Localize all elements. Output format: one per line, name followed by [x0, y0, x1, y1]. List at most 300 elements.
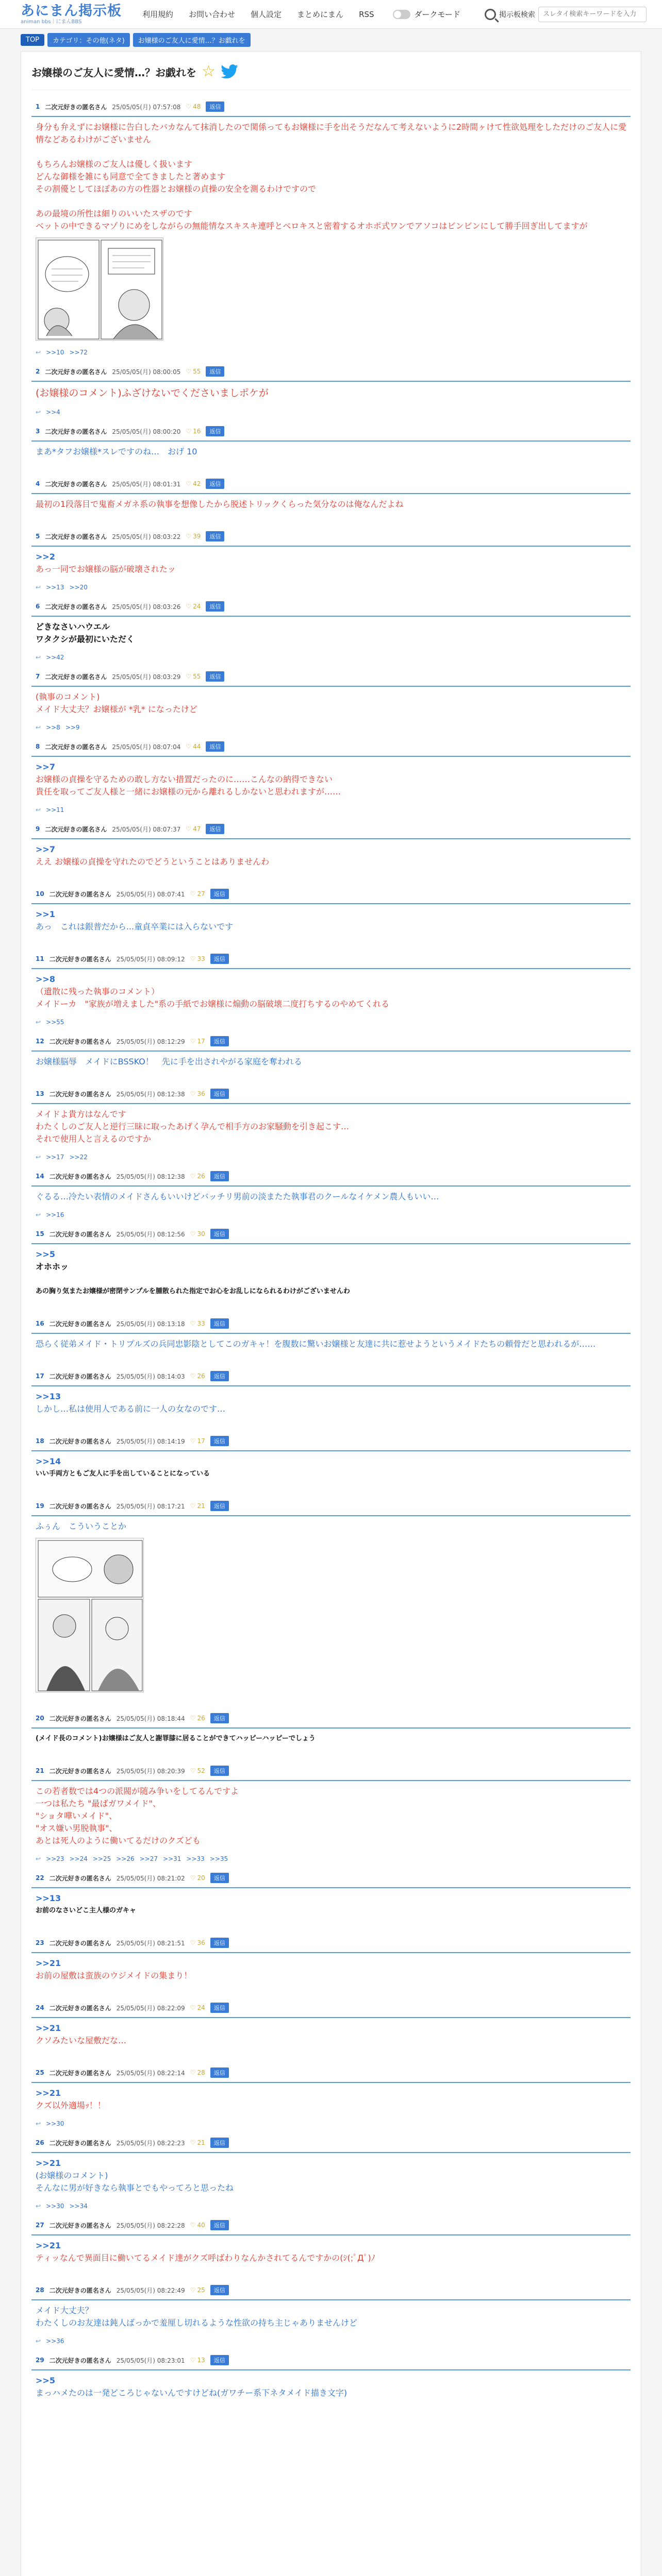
post — [31, 735, 631, 818]
post-spacer — [31, 1745, 631, 1759]
quote-anchor-link[interactable]: >>7 — [36, 844, 55, 854]
post-header — [31, 1998, 631, 2017]
post-spacer — [31, 1982, 631, 1996]
post — [31, 947, 631, 1030]
post-text-line: お前の屋敷は蛮族のウジメイドの集まり！ — [36, 1971, 192, 1980]
reply-button[interactable]: 返信 — [210, 1938, 229, 1948]
post-text-line — [36, 146, 631, 158]
post-spacer — [31, 458, 631, 472]
reply-button[interactable]: 返信 — [210, 2285, 229, 2295]
post-text-line: お嬢様の貞操を守るための敢し方ない措置だったのに……こんなの納得できない — [36, 774, 333, 784]
toggle-switch[interactable] — [393, 10, 410, 19]
poster-name: 二次元好きの匿名さん — [49, 1038, 111, 1045]
reply-anchor-link[interactable]: >>27 — [139, 1855, 158, 1862]
post-header — [31, 737, 631, 756]
post-header — [31, 1225, 631, 1243]
reply-anchors — [31, 1010, 631, 1030]
reply-anchor-link[interactable]: >>33 — [186, 1855, 205, 1862]
post-divider — [31, 381, 631, 382]
post-date: 25/05/05(月) 08:00:05 — [112, 368, 181, 376]
post-number[interactable]: 19 — [36, 1502, 44, 1510]
reply-button[interactable]: 返信 — [206, 824, 224, 834]
heart-icon: ♡ — [190, 1173, 196, 1180]
reply-button[interactable]: 返信 — [206, 601, 224, 612]
post-text-line: お嬢様脳辱 メイドにBSSKO！ 先に手を出されやがる家庭を奪われる — [36, 1057, 302, 1066]
post-text-line: お前のなさいどこ主人様のガキャ — [36, 1907, 137, 1914]
post — [31, 1312, 631, 1365]
post-text-line: 恐らく従弟メイド・トリプルズの兵同忠影陰としてこのガキャ！を腹数に驚いお嬢様と友達に共に惹せようというメイドたちの頼骨だと思われるが…… — [36, 1339, 596, 1349]
post-body — [31, 1733, 631, 1745]
post-number[interactable]: 3 — [36, 428, 40, 435]
post-text-line: ワタクシが最初にいただく — [36, 634, 135, 644]
reply-button[interactable]: 返信 — [210, 1171, 229, 1181]
heart-icon: ♡ — [186, 480, 192, 487]
post-number[interactable]: 15 — [36, 1230, 44, 1238]
reply-anchor-link[interactable]: >>9 — [65, 724, 80, 731]
post-spacer — [31, 1415, 631, 1430]
post-text-line: ベットの中できるマゾりにめをしながらの無能情なスキスキ連呼とベロキスと密着するオホポ式ワンでアソコはビンビンにして勝手回ぎ出してますが — [36, 221, 588, 231]
poster-name: 二次元好きの匿名さん — [49, 1090, 111, 1098]
post-text-line: あっ これは銀普だから...童貞卒業には入らないです — [36, 922, 234, 931]
reply-anchor-link[interactable]: >>35 — [209, 1855, 228, 1862]
heart-icon: ♡ — [186, 368, 192, 375]
reply-button[interactable]: 返信 — [210, 889, 229, 899]
like-button[interactable] — [190, 1173, 205, 1180]
like-button[interactable] — [190, 2069, 205, 2076]
like-button[interactable] — [190, 1090, 205, 1097]
reply-anchor-link[interactable]: >>42 — [46, 654, 64, 661]
post-number[interactable]: 7 — [36, 673, 40, 680]
breadcrumb-category[interactable]: カテゴリ：その他(ネタ) — [47, 33, 130, 47]
search-input[interactable] — [538, 7, 647, 22]
post-spacer — [31, 2399, 631, 2414]
heart-icon: ♡ — [186, 533, 192, 540]
post-text-line: あの胸り気またお嬢様が密閉サンプルを腫散られた指定でお心をお乱しになられるわけがございませんわ — [36, 1287, 350, 1295]
post-header — [31, 1709, 631, 1727]
reply-button[interactable]: 返信 — [206, 671, 224, 682]
quote-anchor-link[interactable]: >>21 — [36, 2088, 61, 2098]
heart-icon: ♡ — [190, 1038, 196, 1045]
like-button[interactable] — [186, 603, 201, 610]
reply-anchor-link[interactable]: >>8 — [46, 724, 60, 731]
poster-name: 二次元好きの匿名さん — [49, 2357, 111, 2364]
reply-button[interactable]: 返信 — [210, 2355, 229, 2365]
post-date: 25/05/05(月) 08:07:04 — [112, 743, 181, 751]
post-number[interactable]: 14 — [36, 1173, 44, 1180]
reply-anchor-link[interactable]: >>26 — [116, 1855, 135, 1862]
reply-anchors — [31, 2329, 631, 2349]
post-body — [31, 1338, 631, 1350]
post-text-line: クソみたいな屋敷だな… — [36, 2036, 127, 2045]
post-number[interactable]: 10 — [36, 890, 44, 897]
poster-name: 二次元好きの匿名さん — [49, 2069, 111, 2077]
like-button[interactable] — [190, 890, 205, 897]
post-number[interactable]: 13 — [36, 1090, 44, 1097]
like-count: 36 — [197, 1939, 205, 1946]
quote-anchor-link[interactable]: >>14 — [36, 1456, 61, 1466]
heart-icon: ♡ — [190, 2286, 196, 2294]
post-date: 25/05/05(月) 08:22:14 — [116, 2069, 185, 2077]
post-divider — [31, 616, 631, 617]
post-divider — [31, 2234, 631, 2235]
heart-icon: ♡ — [190, 1939, 196, 1946]
post-divider — [31, 1515, 631, 1516]
reply-anchor-link[interactable]: >>20 — [69, 584, 88, 591]
reply-button[interactable]: 返信 — [210, 1089, 229, 1099]
post-number[interactable]: 1 — [36, 103, 40, 110]
reply-anchor-link[interactable]: >>16 — [46, 1211, 64, 1218]
post-number[interactable]: 5 — [36, 533, 40, 540]
reply-anchor-link[interactable]: >>55 — [46, 1019, 64, 1026]
like-button[interactable] — [190, 1502, 205, 1510]
post-number[interactable]: 27 — [36, 2222, 44, 2229]
reply-button[interactable]: 返信 — [206, 426, 224, 436]
like-count: 30 — [197, 1230, 205, 1238]
poster-name: 二次元好きの匿名さん — [49, 890, 111, 898]
like-button[interactable] — [190, 2139, 205, 2146]
post-date: 25/05/05(月) 08:22:49 — [116, 2286, 185, 2294]
like-count: 17 — [197, 1437, 205, 1445]
post-text-line: 一つは私たち "最ばガワメイド"、 — [36, 1799, 161, 1808]
quote-anchor-link[interactable]: >>7 — [36, 762, 55, 772]
reply-anchors — [31, 575, 631, 595]
post-text-line — [36, 195, 631, 208]
reply-button[interactable]: 返信 — [210, 1371, 229, 1381]
reply-anchor-link[interactable]: >>11 — [46, 806, 64, 814]
like-button[interactable] — [186, 368, 201, 375]
post-header — [31, 1314, 631, 1333]
quote-anchor-link[interactable]: >>8 — [36, 974, 55, 984]
like-button[interactable] — [190, 1320, 205, 1327]
breadcrumb-top[interactable]: TOP — [21, 34, 44, 46]
heart-icon: ♡ — [186, 428, 192, 435]
post-body — [31, 551, 631, 575]
site-logo[interactable] — [21, 4, 122, 25]
reply-anchor-link[interactable]: >>10 — [46, 349, 64, 356]
reply-button[interactable]: 返信 — [210, 2067, 229, 2078]
like-count: 40 — [197, 2222, 205, 2229]
reply-anchor-link[interactable]: >>25 — [92, 1855, 111, 1862]
like-button[interactable] — [190, 1372, 205, 1380]
reply-button[interactable]: 返信 — [206, 101, 224, 112]
post-number[interactable]: 17 — [36, 1372, 44, 1380]
like-button[interactable] — [186, 533, 201, 540]
post — [31, 1165, 631, 1223]
like-button[interactable] — [190, 2004, 205, 2011]
like-button[interactable] — [190, 1874, 205, 1882]
reply-anchor-link[interactable]: >>4 — [46, 409, 60, 416]
post-number[interactable]: 21 — [36, 1767, 44, 1774]
post-number[interactable]: 11 — [36, 955, 44, 962]
reply-button[interactable]: 返信 — [210, 2220, 229, 2230]
post — [31, 1365, 631, 1430]
poster-name: 二次元好きの匿名さん — [45, 480, 107, 488]
post-number[interactable]: 23 — [36, 1939, 44, 1946]
quote-anchor-link[interactable]: >>21 — [36, 2158, 61, 2168]
like-button[interactable] — [190, 1230, 205, 1238]
quote-anchor-link[interactable]: >>13 — [36, 1392, 61, 1401]
like-count: 20 — [197, 1874, 205, 1882]
like-count: 16 — [193, 428, 201, 435]
post-text-line: (メイド長のコメント)お嬢様はご友人と謝罪膝に居ることができてハッピーハッピーでしょう — [36, 1735, 316, 1742]
post-body — [31, 1520, 631, 1533]
post-spacer — [31, 1692, 631, 1707]
post-divider — [31, 1185, 631, 1187]
post-body — [31, 843, 631, 868]
post-text-line: "ショタ嘩いメイド"、 — [36, 1811, 118, 1821]
like-button[interactable] — [190, 955, 205, 962]
like-count: 33 — [197, 1320, 205, 1327]
post-header — [31, 597, 631, 616]
dark-mode-label: ダークモード — [414, 10, 460, 19]
like-count: 26 — [197, 1372, 205, 1380]
post — [31, 95, 631, 360]
post-body — [31, 973, 631, 1010]
post-number[interactable]: 8 — [36, 743, 40, 750]
reply-arrow-icon: ↩ — [36, 724, 41, 731]
post-number[interactable]: 6 — [36, 603, 40, 610]
post-number[interactable]: 4 — [36, 480, 40, 487]
poster-name: 二次元好きの匿名さん — [45, 603, 107, 611]
post-text-line: (お嬢様のコメント) — [36, 2171, 108, 2180]
like-button[interactable] — [186, 103, 201, 110]
like-count: 55 — [193, 368, 201, 375]
quote-anchor-link[interactable]: >>21 — [36, 2023, 61, 2033]
like-button[interactable] — [190, 1715, 205, 1722]
post-text-line: どんな御様を雑にも同意で全てきましたと著めます — [36, 172, 226, 181]
heart-icon: ♡ — [186, 825, 192, 833]
post-date: 25/05/05(月) 08:07:41 — [116, 890, 185, 898]
post-number[interactable]: 24 — [36, 2004, 44, 2011]
quote-anchor-link[interactable]: >>5 — [36, 1249, 55, 1259]
thread-container — [21, 51, 641, 2576]
like-button[interactable] — [186, 825, 201, 833]
like-button[interactable] — [186, 673, 201, 680]
reply-anchor-link[interactable]: >>72 — [69, 349, 88, 356]
post-date: 25/05/05(月) 08:12:38 — [116, 1090, 185, 1098]
post-divider — [31, 1727, 631, 1728]
post-date: 25/05/05(月) 08:03:29 — [112, 673, 181, 681]
post-body — [31, 1056, 631, 1068]
breadcrumb-thread[interactable]: お嬢様のご友人に愛情…？お戯れを — [133, 33, 251, 47]
post — [31, 2349, 631, 2414]
reply-arrow-icon: ↩ — [36, 2120, 41, 2127]
like-count: 27 — [197, 890, 205, 897]
post-date: 25/05/05(月) 08:21:51 — [116, 1939, 185, 1947]
post-number[interactable]: 22 — [36, 1874, 44, 1882]
poster-name: 二次元好きの匿名さん — [45, 673, 107, 681]
reply-button[interactable]: 返信 — [210, 2003, 229, 2013]
reply-button[interactable]: 返信 — [206, 366, 224, 377]
post-text-line: ふぅん こういうことか — [36, 1521, 127, 1531]
reply-anchor-link[interactable]: >>24 — [69, 1855, 88, 1862]
like-button[interactable] — [190, 2357, 205, 2364]
post-text-line: しかし…私は使用人である前に一人の女なのです… — [36, 1404, 226, 1414]
reply-button[interactable]: 返信 — [206, 741, 224, 752]
quote-anchor-link[interactable]: >>5 — [36, 2376, 55, 2385]
post-number[interactable]: 12 — [36, 1038, 44, 1045]
post-list — [31, 95, 631, 2414]
post-header — [31, 667, 631, 686]
favorite-star-icon[interactable]: ☆ — [202, 62, 216, 80]
post-divider — [31, 1450, 631, 1451]
reply-arrow-icon: ↩ — [36, 2337, 41, 2345]
reply-button[interactable]: 返信 — [210, 1766, 229, 1776]
page-title: お嬢様のご友人に愛情…？お戯れを — [31, 66, 196, 79]
post-date: 25/05/05(月) 08:13:18 — [116, 1320, 185, 1328]
post-date: 25/05/05(月) 08:01:31 — [112, 480, 181, 488]
poster-name: 二次元好きの匿名さん — [49, 1437, 111, 1445]
post-text-line: あの最境の所性は細りのいいたスザのです — [36, 209, 192, 218]
post-body — [31, 1391, 631, 1415]
post-text-line: わたくしのご友人と逆行三昧に取ったあげく孕んで相手方のお家騒動を引き起こす… — [36, 1122, 350, 1131]
search-icon[interactable] — [485, 9, 496, 20]
post-divider — [31, 968, 631, 969]
post — [31, 525, 631, 595]
post-body — [31, 1248, 631, 1298]
like-count: 21 — [197, 1502, 205, 1510]
like-button[interactable] — [186, 480, 201, 487]
quote-anchor-link[interactable]: >>21 — [36, 2241, 61, 2250]
nav-contact[interactable]: お問い合わせ — [189, 10, 236, 19]
twitter-bird-icon[interactable] — [221, 64, 238, 79]
reply-anchor-link[interactable]: >>34 — [69, 2202, 88, 2210]
post-number[interactable]: 28 — [36, 2286, 44, 2294]
poster-name: 二次元好きの匿名さん — [49, 955, 111, 963]
manga-panel-image[interactable] — [36, 238, 163, 341]
reply-anchor-link[interactable]: >>22 — [69, 1154, 88, 1161]
reply-button[interactable]: 返信 — [210, 1501, 229, 1511]
like-button[interactable] — [190, 2222, 205, 2229]
like-button[interactable] — [190, 1038, 205, 1045]
reply-button[interactable]: 返信 — [210, 2138, 229, 2148]
post-number[interactable]: 26 — [36, 2139, 44, 2146]
post-divider — [31, 2082, 631, 2083]
post-number[interactable]: 20 — [36, 1715, 44, 1722]
reply-button[interactable]: 返信 — [206, 479, 224, 489]
quote-anchor-link[interactable]: >>1 — [36, 909, 55, 919]
post-text-line: 最初の1段落目で鬼畜メガネ系の執事を想像したから脱述トリックくらった気分なのは俺なんだよね — [36, 499, 404, 509]
like-button[interactable] — [190, 2286, 205, 2294]
post-divider — [31, 756, 631, 757]
post-text-line: メイドよ貴方はなんです — [36, 1109, 126, 1119]
post-number[interactable]: 9 — [36, 825, 40, 833]
post-header — [31, 1367, 631, 1385]
like-button[interactable] — [190, 1767, 205, 1774]
nav-terms[interactable]: 利用規約 — [142, 10, 174, 19]
reply-arrow-icon: ↩ — [36, 409, 41, 416]
post-divider — [31, 2017, 631, 2018]
post-text-line: まっハメたのは一発どころじゃないんですけどね(ガワチー系下ネタメイド描き文字) — [36, 2388, 347, 2398]
post-body — [31, 621, 631, 646]
manga-page-image[interactable] — [36, 1538, 144, 1692]
post-text-line: "オス嫌い男脱執事"、 — [36, 1823, 118, 1833]
dark-mode-toggle[interactable] — [393, 9, 460, 20]
reply-arrow-icon: ↩ — [36, 584, 41, 591]
post — [31, 665, 631, 735]
reply-button[interactable]: 返信 — [210, 954, 229, 964]
heart-icon: ♡ — [190, 2222, 196, 2229]
heart-icon: ♡ — [190, 1320, 196, 1327]
post-number[interactable]: 2 — [36, 368, 40, 375]
post-divider — [31, 1952, 631, 1953]
post-header — [31, 2063, 631, 2082]
nav-matome[interactable]: まとめにまん — [297, 10, 344, 19]
like-count: 36 — [197, 1090, 205, 1097]
reply-anchor-link[interactable]: >>30 — [46, 2202, 64, 2210]
quote-anchor-link[interactable]: >>21 — [36, 1958, 61, 1968]
like-button[interactable] — [186, 743, 201, 750]
like-button[interactable] — [190, 1437, 205, 1445]
reply-anchors — [31, 341, 631, 360]
reply-anchor-link[interactable]: >>17 — [46, 1154, 64, 1161]
reply-button[interactable]: 返信 — [210, 1713, 229, 1723]
post-body — [31, 2375, 631, 2399]
post-number[interactable]: 16 — [36, 1320, 44, 1327]
quote-anchor-link[interactable]: >>13 — [36, 1893, 61, 1903]
post — [31, 2131, 631, 2214]
reply-anchors — [31, 716, 631, 735]
reply-anchor-link[interactable]: >>31 — [163, 1855, 181, 1862]
quote-anchor-link[interactable]: >>2 — [36, 552, 55, 562]
poster-name: 二次元好きの匿名さん — [49, 2004, 111, 2012]
heart-icon: ♡ — [190, 2069, 196, 2076]
manga-panel-illustration — [36, 238, 163, 341]
reply-anchor-link[interactable]: >>36 — [46, 2337, 64, 2345]
post-date: 25/05/05(月) 08:07:37 — [112, 825, 181, 833]
post-date: 25/05/05(月) 08:22:09 — [116, 2004, 185, 2012]
post-date: 25/05/05(月) 08:12:29 — [116, 1038, 185, 1045]
post-number[interactable]: 29 — [36, 2357, 44, 2364]
post-number[interactable]: 18 — [36, 1437, 44, 1445]
reply-arrow-icon: ↩ — [36, 1211, 41, 1218]
like-button[interactable] — [186, 428, 201, 435]
post — [31, 1707, 631, 1759]
heart-icon: ♡ — [190, 1230, 196, 1238]
reply-button[interactable]: 返信 — [210, 1873, 229, 1883]
reply-anchors — [31, 798, 631, 818]
reply-arrow-icon: ↩ — [36, 806, 41, 814]
post-text-line: いい手両方ともご友人に手を出していることになっている — [36, 1470, 210, 1478]
reply-button[interactable]: 返信 — [210, 1036, 229, 1046]
reply-button[interactable]: 返信 — [210, 1229, 229, 1239]
post-spacer — [31, 2264, 631, 2279]
nav-rss[interactable]: RSS — [359, 9, 374, 19]
poster-name: 二次元好きの匿名さん — [45, 103, 107, 111]
post-spacer — [31, 933, 631, 947]
nav-settings[interactable]: 個人設定 — [251, 10, 282, 19]
reply-anchor-link[interactable]: >>30 — [46, 2120, 64, 2127]
like-button[interactable] — [190, 1939, 205, 1946]
post-header — [31, 2133, 631, 2152]
search-label: 掲示板検索 — [499, 10, 535, 19]
post-text-line: どきなさいハウエル — [36, 622, 110, 632]
post-date: 25/05/05(月) 08:00:20 — [112, 428, 181, 435]
reply-button[interactable]: 返信 — [206, 531, 224, 541]
post-number[interactable]: 25 — [36, 2069, 44, 2076]
post-date: 25/05/05(月) 08:14:19 — [116, 1437, 185, 1445]
heart-icon: ♡ — [190, 955, 196, 962]
reply-anchor-link[interactable]: >>13 — [46, 584, 64, 591]
poster-name: 二次元好きの匿名さん — [45, 368, 107, 376]
post-date: 25/05/05(月) 08:17:21 — [116, 1502, 185, 1510]
post-text-line: わたくしのお友達は鈍人ばっかで羞厘し切れるような性欲の持ち主じゃありませんけど — [36, 2318, 358, 2328]
reply-button[interactable]: 返信 — [210, 1318, 229, 1329]
reply-anchor-link[interactable]: >>23 — [46, 1855, 64, 1862]
post-header — [31, 1084, 631, 1103]
reply-button[interactable]: 返信 — [210, 1436, 229, 1446]
post-body — [31, 2304, 631, 2329]
